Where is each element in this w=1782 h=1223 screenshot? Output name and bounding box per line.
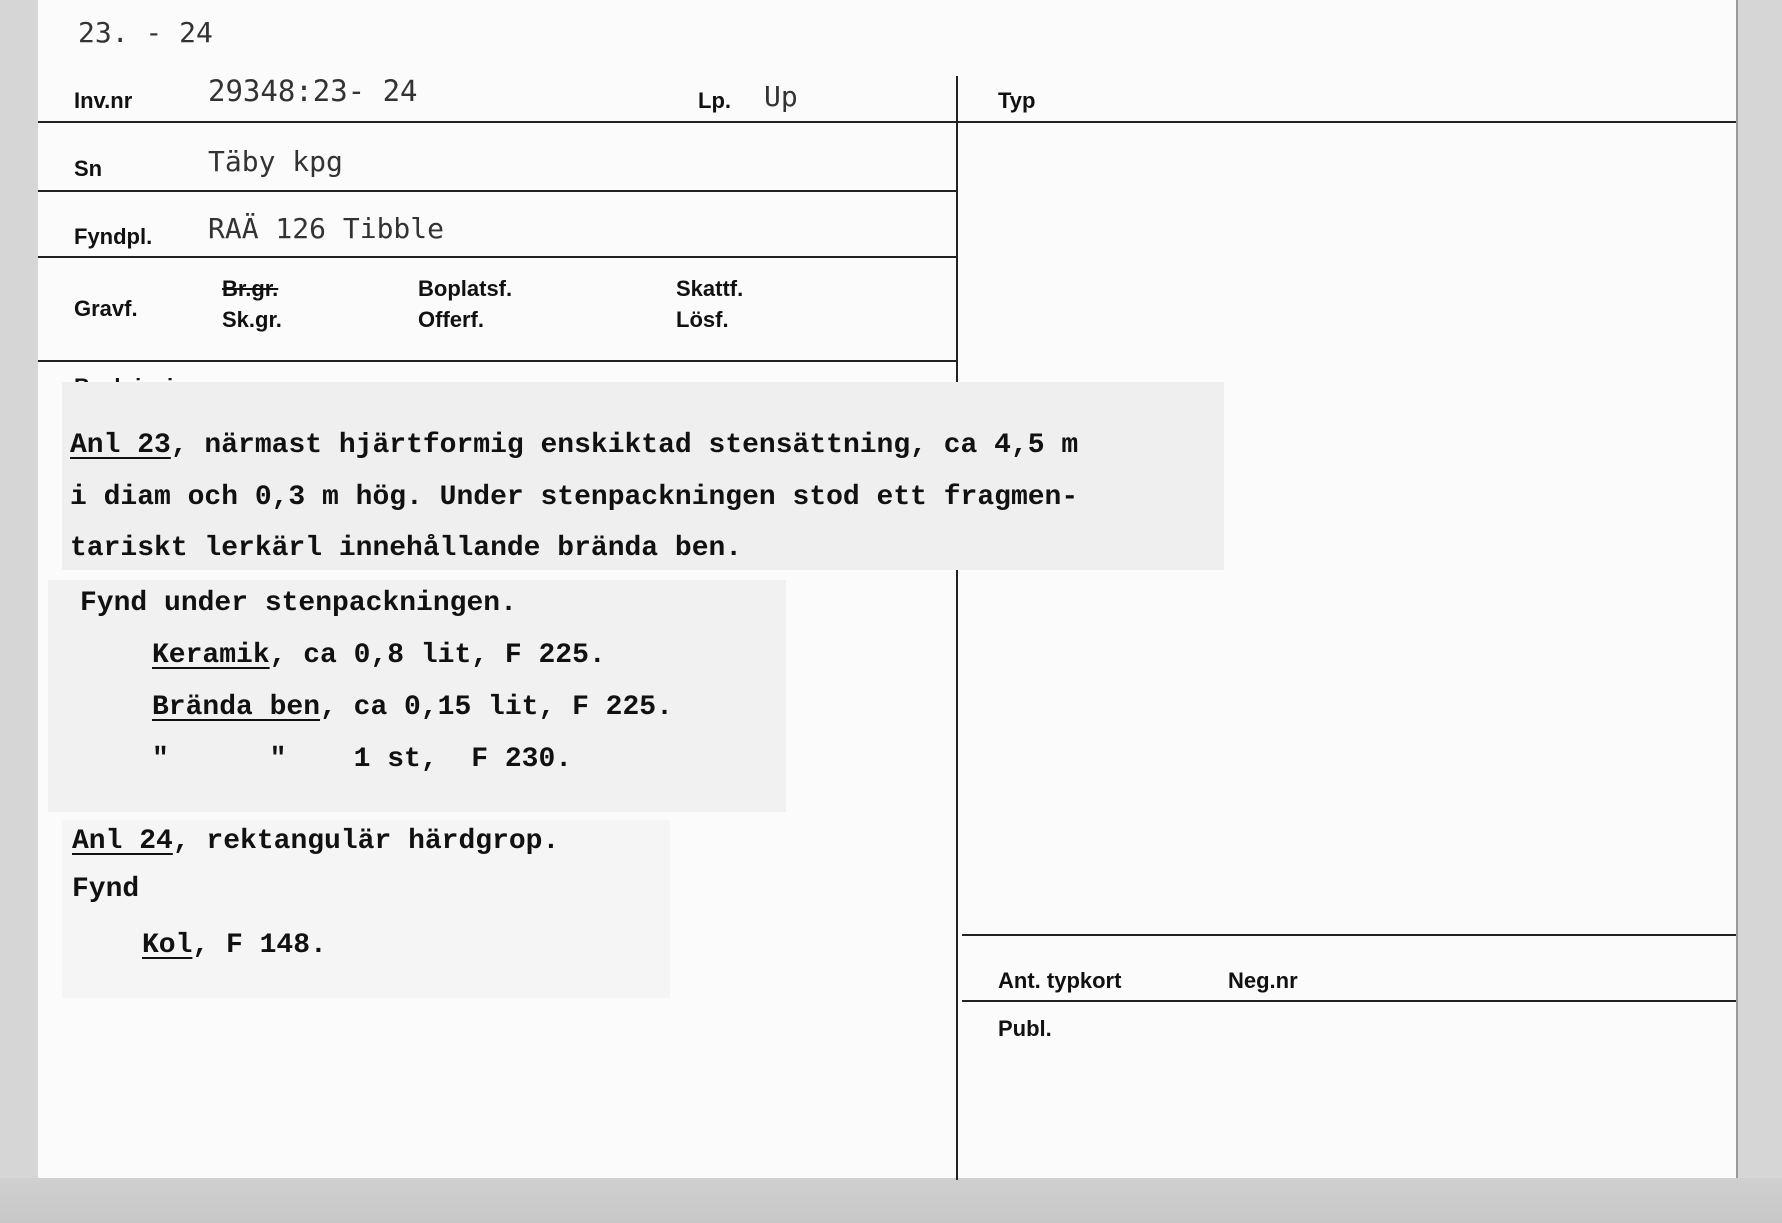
br-gr-option: Br.gr.	[222, 276, 279, 301]
finds-row-ditto: " " 1 st, F 230.	[152, 744, 573, 775]
desc1-line3: tariskt lerkärl innehållande brända ben.	[70, 533, 743, 564]
sk-gr-option: Sk.gr.	[222, 307, 282, 332]
column-divider	[956, 76, 958, 1180]
kol-details: , F 148.	[192, 930, 327, 961]
inv-nr-value: 29348:23- 24	[208, 74, 418, 108]
ant-typkort-rule	[962, 934, 1736, 936]
sn-value: Täby kpg	[208, 145, 343, 178]
losf-option: Lösf.	[676, 307, 729, 332]
boplatsf-option: Boplatsf.	[418, 276, 513, 301]
lp-value: Up	[764, 80, 798, 113]
kol-label: Kol	[142, 930, 193, 961]
lp-label: Lp.	[698, 88, 731, 113]
finds-heading: Fynd under stenpackningen.	[80, 588, 517, 619]
branda-ben-details: , ca 0,15 lit, F 225.	[320, 692, 673, 723]
inv-nr-label: Inv.nr	[74, 88, 133, 113]
anl-24-label: Anl 24	[72, 826, 173, 857]
anl-23-label: Anl 23	[70, 430, 171, 461]
ant-typkort-label: Ant. typkort	[998, 968, 1122, 993]
top-note: 23. - 24	[78, 16, 213, 49]
scan-bottom-edge	[0, 1178, 1782, 1223]
desc1-line2: i diam och 0,3 m hög. Under stenpackningen stod ett fragmen-	[70, 482, 1079, 513]
fyndpl-value: RAÄ 126 Tibble	[208, 212, 445, 245]
desc2-kol-row	[142, 930, 327, 961]
fyndpl-rule	[38, 256, 956, 258]
neg-nr-label: Neg.nr	[1228, 968, 1298, 993]
header-rule-left	[38, 121, 956, 123]
keramik-label: Keramik	[152, 640, 270, 671]
finds-row-branda-ben	[152, 692, 673, 723]
desc2-fynd: Fynd	[72, 874, 140, 905]
desc1-line1-text: , närmast hjärtformig enskiktad stensättning, ca 4,5 m	[170, 430, 1079, 461]
typ-label: Typ	[998, 88, 1036, 113]
sn-label: Sn	[74, 156, 103, 181]
offerf-option: Offerf.	[418, 307, 484, 332]
publ-rule	[962, 1000, 1736, 1002]
desc1-line1	[70, 430, 1078, 461]
fyndpl-label: Fyndpl.	[74, 224, 153, 249]
publ-label: Publ.	[998, 1016, 1052, 1041]
branda-ben-label: Brända ben	[152, 692, 321, 723]
gravf-label: Gravf.	[74, 296, 138, 321]
header-rule-right	[958, 121, 1736, 123]
keramik-details: , ca 0,8 lit, F 225.	[269, 640, 606, 671]
desc2-line1	[72, 826, 559, 857]
finds-row-keramik	[152, 640, 606, 671]
skattf-option: Skattf.	[676, 276, 744, 301]
gravf-rule	[38, 360, 956, 362]
desc2-line1-text: , rektangulär härdgrop.	[172, 826, 560, 857]
sn-rule	[38, 190, 956, 192]
